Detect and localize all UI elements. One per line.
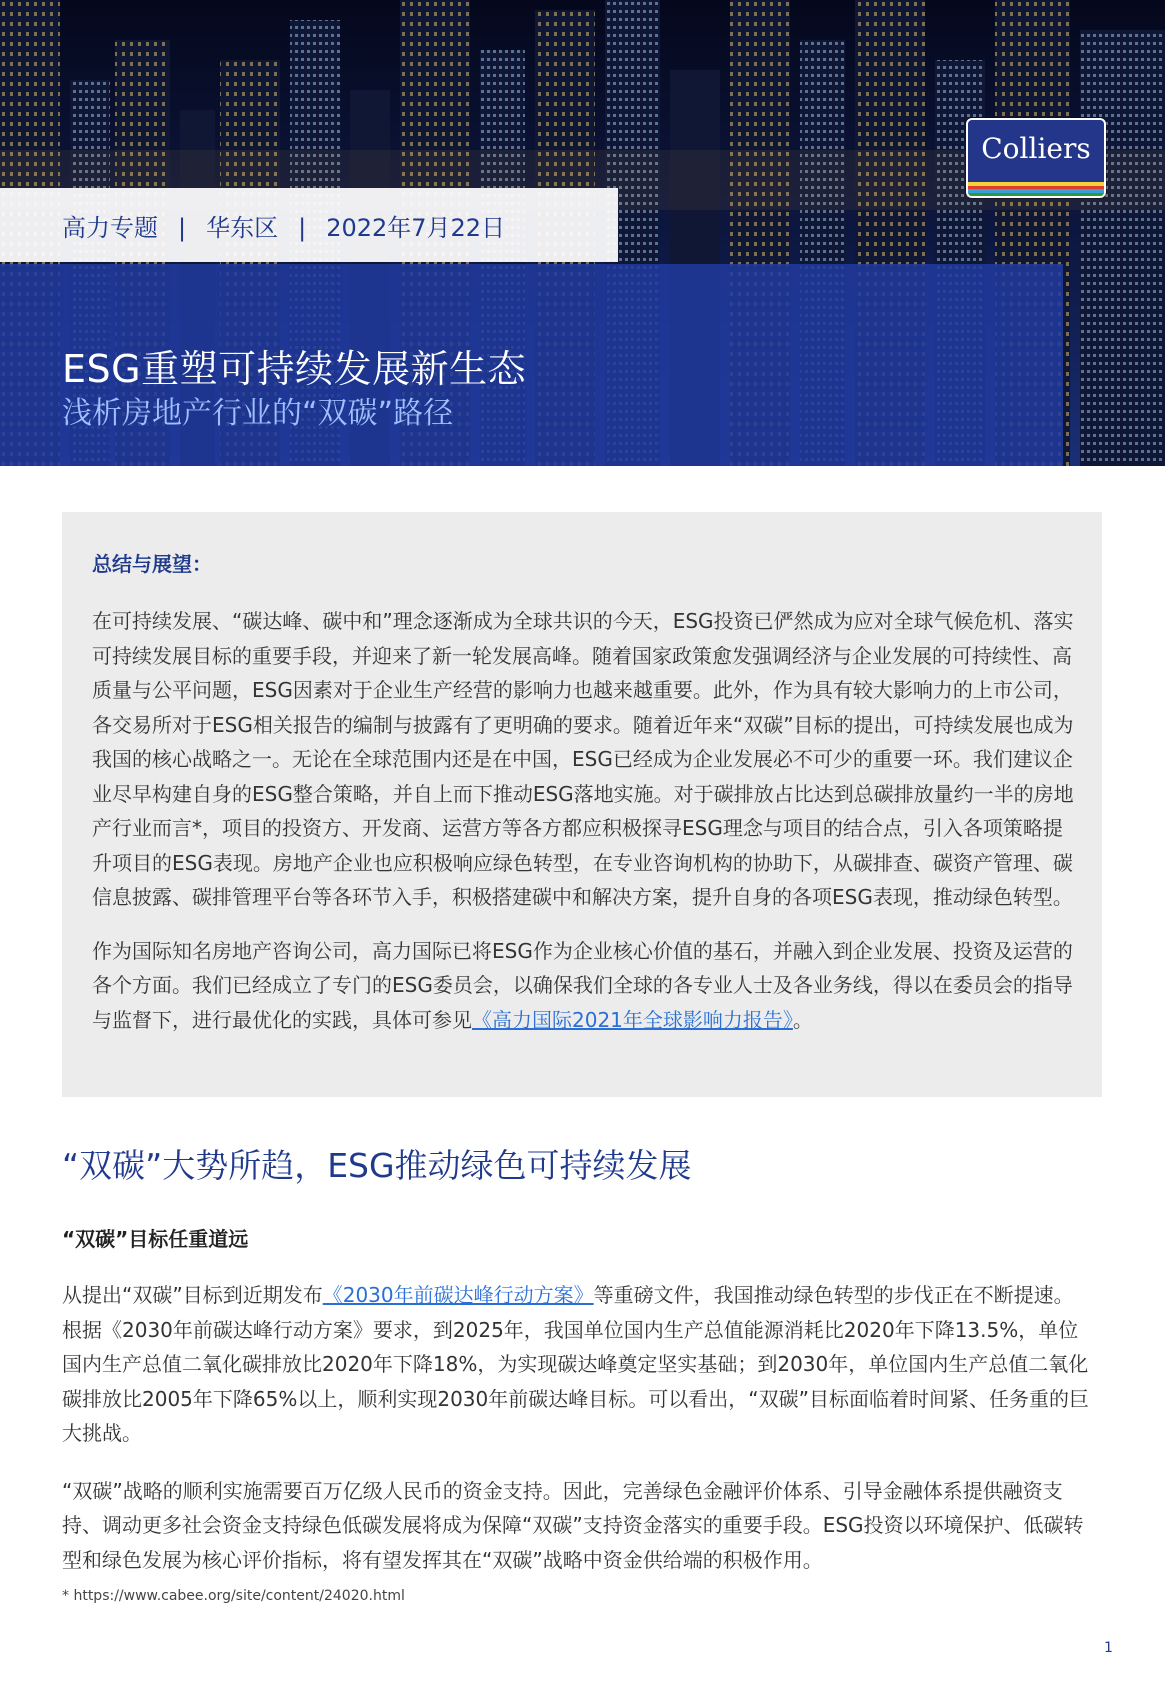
summary-paragraph-1: 在可持续发展、“碳达峰、碳中和”理念逐渐成为全球共识的今天，ESG投资已俨然成为应对全球气候危机、落实可持续发展目标的重要手段，并迎来了新一轮发展高峰。随着国家政策愈发强调经济与企业发展的可持续性、高质量与公平问题，ESG因素对于企业生产经营的影响力也越来越重要。此外，作为具有较大影响力的上市公司，各交易所对于ESG相关报告的编制与披露有了更明确的要求。随着近年来“双碳”目标的提出，可持续发展也成为我国的核心战略之一。无论在全球范围内还是在中国，ESG已经成为企业发展必不可少的重要一环。我们建议企业尽早构建自身的ESG整合策略，并自上而下推动ESG落地实施。对于碳排放占比达到总碳排放量约一半的房地产行业而言*，项目的投资方、开发商、运营方等各方都应积极探寻ESG理念与项目的结合点，引入各项策略提升项目的ESG表现。房地产企业也应积极响应绿色转型，在专业咨询机构的协助下，从碳排查、碳资产管理、碳信息披露、碳排管理平台等各环节入手，积极搭建碳中和解决方案，提升自身的各项ESG表现，推动绿色转型。: [92, 609, 1074, 909]
page-number: 1: [1104, 1640, 1113, 1656]
summary-paragraph-2-end: 。: [792, 1007, 813, 1032]
summary-paragraph-2-text: 作为国际知名房地产咨询公司，高力国际已将ESG作为企业核心价值的基石，并融入到企业发展、投资及运营的各个方面。我们已经成立了专门的ESG委员会，以确保我们全球的各专业人士及各业务线，得以在委员会的指导与监督下，进行最优化的实践，具体可参见: [92, 938, 1073, 1032]
section-body: [62, 1278, 1092, 1600]
summary-box: [62, 512, 1102, 1097]
logo-wordmark: Colliers: [981, 132, 1091, 165]
meta-line: [62, 208, 505, 243]
section-paragraph-2: “双碳”战略的顺利实施需要百万亿级人民币的资金支持。因此，完善绿色金融评价体系、引导金融体系提供融资支持、调动更多社会资金支持绿色低碳发展将成为保障“双碳”支持资金落实的重要手段。ESG投资以环境保护、低碳转型和绿色发展为核心评价指标，将有望发挥其在“双碳”战略中资金供给端的积极作用。: [62, 1478, 1084, 1572]
section-paragraph-1-start: 从提出“双碳”目标到近期发布: [62, 1283, 323, 1307]
meta-separator: |: [298, 214, 307, 242]
summary-heading: 总结与展望：: [92, 552, 212, 576]
section-heading: “双碳”大势所趋，ESG推动绿色可持续发展: [62, 1146, 692, 1185]
section-paragraph-1-rest: 等重磅文件，我国推动绿色转型的步伐正在不断提速。根据《2030年前碳达峰行动方案》要求，到2025年，我国单位国内生产总值能源消耗比2020年下降13.5%，单位国内生产总值二氧化碳排放比2020年下降18%，为实现碳达峰奠定坚实基础；到2030年，单位国内生产总值二氧化碳排放比2005年下降65%以上，顺利实现2030年前碳达峰目标。可以看出，“双碳”目标面临着时间紧、任务重的巨大挑战。: [62, 1283, 1089, 1445]
footnote: * https://www.cabee.org/site/content/24020.html: [62, 1588, 405, 1604]
global-impact-report-link[interactable]: 《高力国际2021年全球影响力报告》: [472, 1007, 793, 1032]
summary-paragraph-2: [92, 934, 1074, 1038]
logo-color-bars: [968, 182, 1104, 196]
report-subtitle: 浅析房地产行业的“双碳”路径: [62, 396, 454, 431]
section-subheading: “双碳”目标任重道远: [62, 1227, 249, 1251]
report-title: ESG重塑可持续发展新生态: [62, 347, 527, 391]
meta-separator: |: [178, 214, 187, 242]
action-plan-link[interactable]: 《2030年前碳达峰行动方案》: [322, 1283, 594, 1307]
series-label: 高力专题: [62, 214, 158, 242]
section-paragraph-1: [62, 1278, 1092, 1451]
colliers-logo: [966, 118, 1106, 198]
region-label: 华东区: [206, 214, 279, 242]
summary-body: [92, 604, 1074, 1056]
date-label: 2022年7月22日: [326, 214, 506, 242]
